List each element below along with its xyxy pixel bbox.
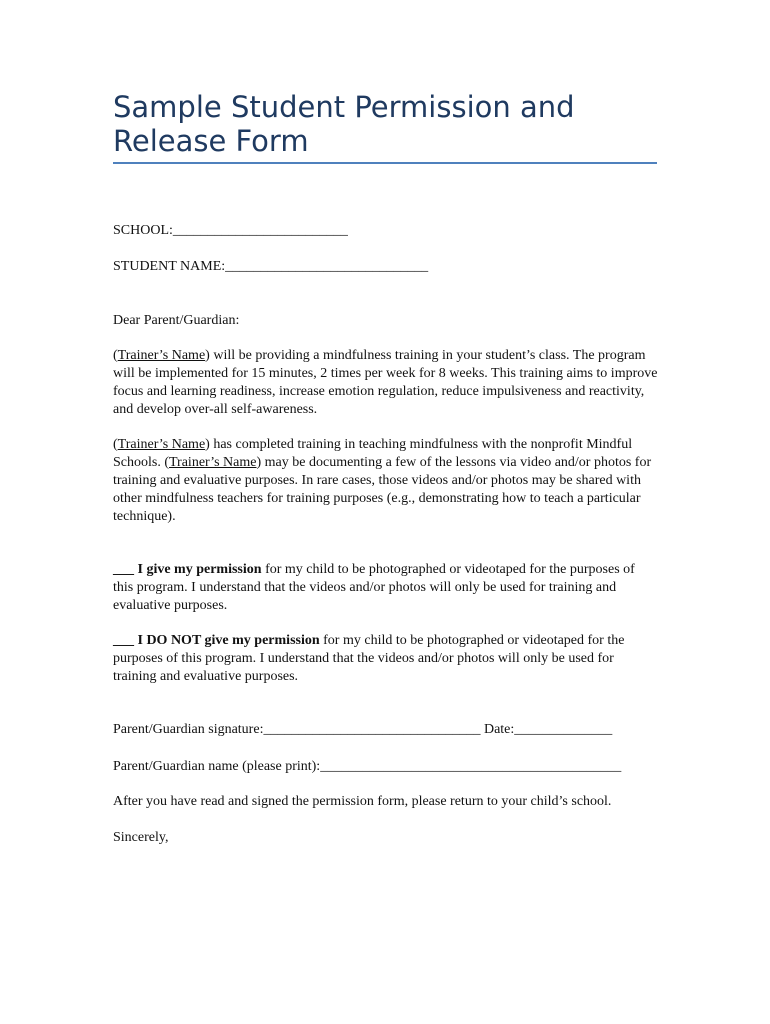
permission-option-grant xyxy=(113,561,658,615)
return-instructions: After you have read and signed the permission form, please return to your child’s school. xyxy=(113,794,612,809)
trainer-name-placeholder: Trainer’s Name xyxy=(117,348,206,363)
student-name-field: STUDENT NAME:_____________________________ xyxy=(113,259,429,274)
permission-grant-label: I give my permission xyxy=(137,562,262,577)
title-line-2: Release Form xyxy=(113,124,309,158)
signature-date-field[interactable]: Parent/Guardian signature:_______________________________ Date:______________ xyxy=(113,722,613,737)
salutation: Dear Parent/Guardian: xyxy=(113,313,240,328)
permission-deny-checkbox-line[interactable]: ___ xyxy=(113,633,138,648)
permission-grant-checkbox-line[interactable]: ___ xyxy=(113,562,138,577)
permission-option-deny xyxy=(113,632,658,686)
paragraph-credentials-text-b: ) may be documenting a few of the lessons via video and/or photos for training and evaluative purposes. In rare cases, those videos and/or photos may be shared with other mindfulness teachers for training purposes (e.g., demonstrating how to teach a particular technique). xyxy=(113,455,652,524)
permission-deny-text: for my child to be photographed or videotaped for the purposes of this program. I understand that the videos and/or photos will only be used for training and evaluative purposes. xyxy=(113,633,625,684)
paragraph-credentials: (Trainer’s Name) has completed training in teaching mindfulness with the nonprofit Mindful Schools. (Trainer’s Name) may be documenting a few of the lessons via video and/or photos for training and evaluative purposes. In rare cases, those videos and/or photos may be shared with other mindfulness teachers for training purposes (e.g., demonstrating how to teach a particular technique). xyxy=(113,437,652,524)
permission-grant-text: for my child to be photographed or videotaped for the purposes of this program. I understand that the videos and/or photos will only be used for training and evaluative purposes. xyxy=(113,562,635,613)
guardian-name-field[interactable]: Parent/Guardian name (please print):___________________________________________ xyxy=(113,759,622,774)
title-line-1: Sample Student Permission and xyxy=(113,90,575,124)
paragraph-training-text: will be providing a mindfulness training in your student’s class. The program will be implemented for 15 minutes, 2 times per week for 8 weeks. This training aims to improve focus and learning readiness, increase emotion regulation, reduce impulsiveness and reactivity, and develop over-all self-awareness. xyxy=(113,348,658,417)
sign-off: Sincerely, xyxy=(113,830,169,845)
document-title xyxy=(113,90,673,158)
trainer-name-placeholder: Trainer’s Name xyxy=(169,455,257,470)
paragraph-credentials-text-a: has completed training in teaching mindfulness with the nonprofit Mindful Schools. ( xyxy=(113,437,633,470)
trainer-name-placeholder: Trainer’s Name xyxy=(117,437,206,452)
permission-deny-label: I DO NOT give my permission xyxy=(137,633,320,648)
school-field: SCHOOL:_________________________ xyxy=(113,223,348,238)
title-divider xyxy=(113,162,657,164)
paragraph-training: (Trainer’s Name) will be providing a mindfulness training in your student’s class. The program will be implemented for 15 minutes, 2 times per week for 8 weeks. This training aims to improve focus and learning readiness, increase emotion regulation, reduce impulsiveness and reactivity, and develop over-all self-awareness. xyxy=(113,348,658,417)
